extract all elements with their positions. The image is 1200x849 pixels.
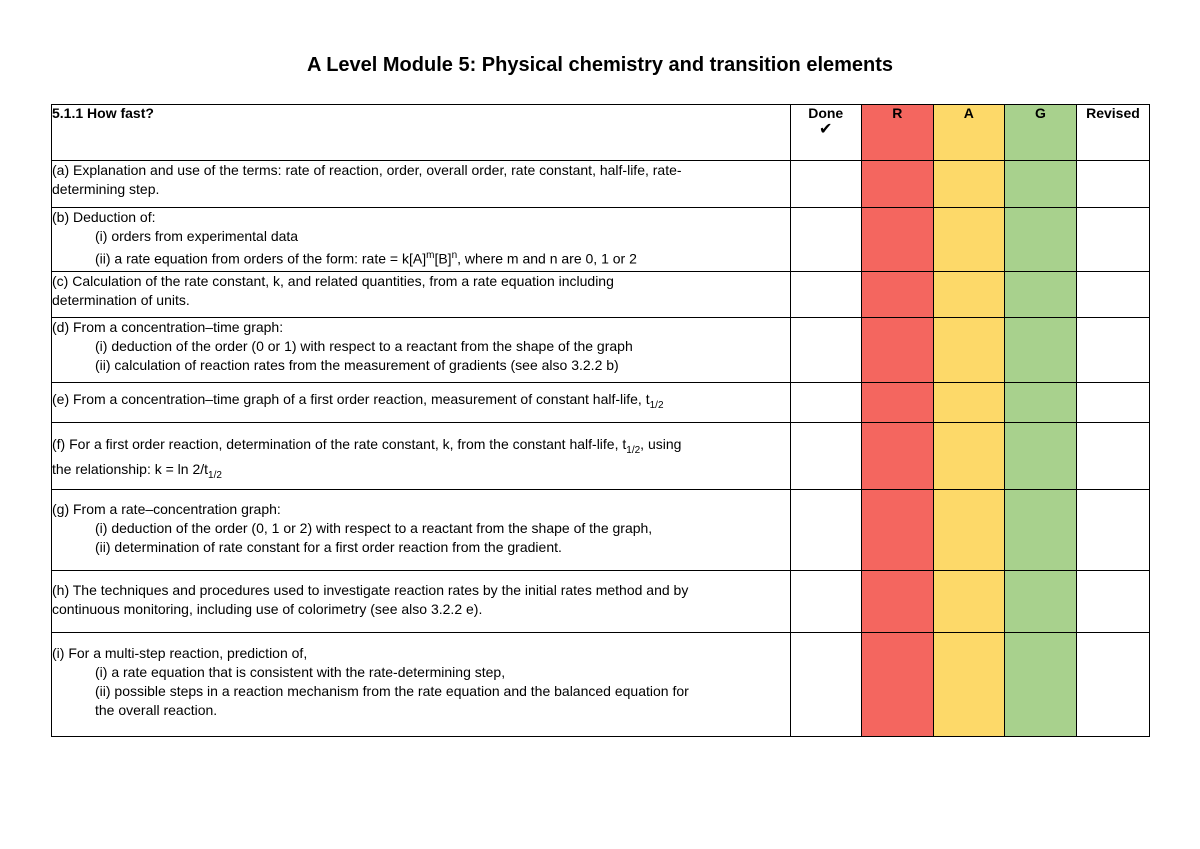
amber-cell[interactable] <box>933 318 1004 383</box>
red-cell[interactable] <box>861 272 933 318</box>
table-row <box>52 161 1150 208</box>
red-cell[interactable] <box>861 208 933 272</box>
tick-icon: ✔ <box>819 121 833 138</box>
objective-e: (e) From a concentration–time graph of a first order reaction, measurement of constant half-life, $t_{1/2}$ <box>52 383 791 423</box>
green-cell[interactable] <box>1004 161 1076 208</box>
objective-g: (g) From a rate–concentration graph: (i) deduction of the order (0, 1 or 2) with respect to a reactant from the shape of the graph, (ii) determination of rate constant for a first order reaction from the gradient. <box>52 490 791 571</box>
amber-header: A <box>933 105 1004 161</box>
page-title: A Level Module 5: Physical chemistry and transition elements <box>306 54 894 76</box>
revised-cell[interactable] <box>1076 490 1149 571</box>
done-cell[interactable] <box>790 208 861 272</box>
revised-cell[interactable] <box>1076 161 1149 208</box>
revised-header: Revised <box>1076 105 1149 161</box>
red-header: R <box>861 105 933 161</box>
done-cell[interactable] <box>790 161 861 208</box>
red-cell[interactable] <box>861 161 933 208</box>
red-cell[interactable] <box>861 423 933 490</box>
done-cell[interactable] <box>790 318 861 383</box>
section-header: 5.1.1 How fast? <box>52 105 791 161</box>
green-cell[interactable] <box>1004 272 1076 318</box>
table-row <box>52 208 1150 272</box>
objective-i: (i) For a multi-step reaction, prediction of, (i) a rate equation that is consistent with the rate-determining step, (ii) possible steps in a reaction mechanism from the rate equation and the balanced equation for the overall reaction. <box>52 633 791 737</box>
table-row <box>52 633 1150 737</box>
done-header <box>790 105 861 161</box>
done-cell[interactable] <box>790 423 861 490</box>
table-row <box>52 383 1150 423</box>
done-cell[interactable] <box>790 383 861 423</box>
checklist-table <box>51 104 1150 737</box>
objective-h: (h) The techniques and procedures used to investigate reaction rates by the initial rates method and by continuous monitoring, including use of colorimetry (see also 3.2.2 e). <box>52 571 791 633</box>
green-cell[interactable] <box>1004 208 1076 272</box>
table-row <box>52 423 1150 490</box>
objective-f: (f) For a first order reaction, determination of the rate constant, k, from the constant half-life, $t_{1/2}$, using the relationship: $k = \ln 2/t_{1/2}$ <box>52 423 791 490</box>
red-cell[interactable] <box>861 490 933 571</box>
amber-cell[interactable] <box>933 571 1004 633</box>
table-row <box>52 571 1150 633</box>
revised-cell[interactable] <box>1076 571 1149 633</box>
red-cell[interactable] <box>861 633 933 737</box>
red-cell[interactable] <box>861 571 933 633</box>
done-label: Done <box>808 105 844 121</box>
green-cell[interactable] <box>1004 571 1076 633</box>
revised-cell[interactable] <box>1076 208 1149 272</box>
objective-a: (a) Explanation and use of the terms: rate of reaction, order, overall order, rate constant, half-life, rate- determining step. <box>52 161 791 208</box>
green-cell[interactable] <box>1004 318 1076 383</box>
amber-cell[interactable] <box>933 633 1004 737</box>
done-cell[interactable] <box>790 490 861 571</box>
red-cell[interactable] <box>861 383 933 423</box>
table-row <box>52 272 1150 318</box>
amber-cell[interactable] <box>933 423 1004 490</box>
red-cell[interactable] <box>861 318 933 383</box>
done-cell[interactable] <box>790 272 861 318</box>
amber-cell[interactable] <box>933 208 1004 272</box>
revised-cell[interactable] <box>1076 272 1149 318</box>
objective-b: (b) Deduction of: (i) orders from experimental data (ii) a rate equation from orders of the form: rate = $k[A]^m[B]^n$, where m and n are 0, 1 or 2 <box>52 208 791 272</box>
green-cell[interactable] <box>1004 383 1076 423</box>
amber-cell[interactable] <box>933 161 1004 208</box>
revised-cell[interactable] <box>1076 423 1149 490</box>
green-header: G <box>1004 105 1076 161</box>
table-row <box>52 490 1150 571</box>
header-row <box>52 105 1150 161</box>
amber-cell[interactable] <box>933 272 1004 318</box>
revised-cell[interactable] <box>1076 318 1149 383</box>
green-cell[interactable] <box>1004 633 1076 737</box>
green-cell[interactable] <box>1004 490 1076 571</box>
done-cell[interactable] <box>790 571 861 633</box>
objective-d: (d) From a concentration–time graph: (i) deduction of the order (0 or 1) with respect to a reactant from the shape of the graph (ii) calculation of reaction rates from the measurement of gradients (see also 3.2.2 b) <box>52 318 791 383</box>
table-row <box>52 318 1150 383</box>
objective-c: (c) Calculation of the rate constant, k, and related quantities, from a rate equation including determination of units. <box>52 272 791 318</box>
revised-cell[interactable] <box>1076 633 1149 737</box>
revised-cell[interactable] <box>1076 383 1149 423</box>
green-cell[interactable] <box>1004 423 1076 490</box>
done-cell[interactable] <box>790 633 861 737</box>
amber-cell[interactable] <box>933 490 1004 571</box>
amber-cell[interactable] <box>933 383 1004 423</box>
